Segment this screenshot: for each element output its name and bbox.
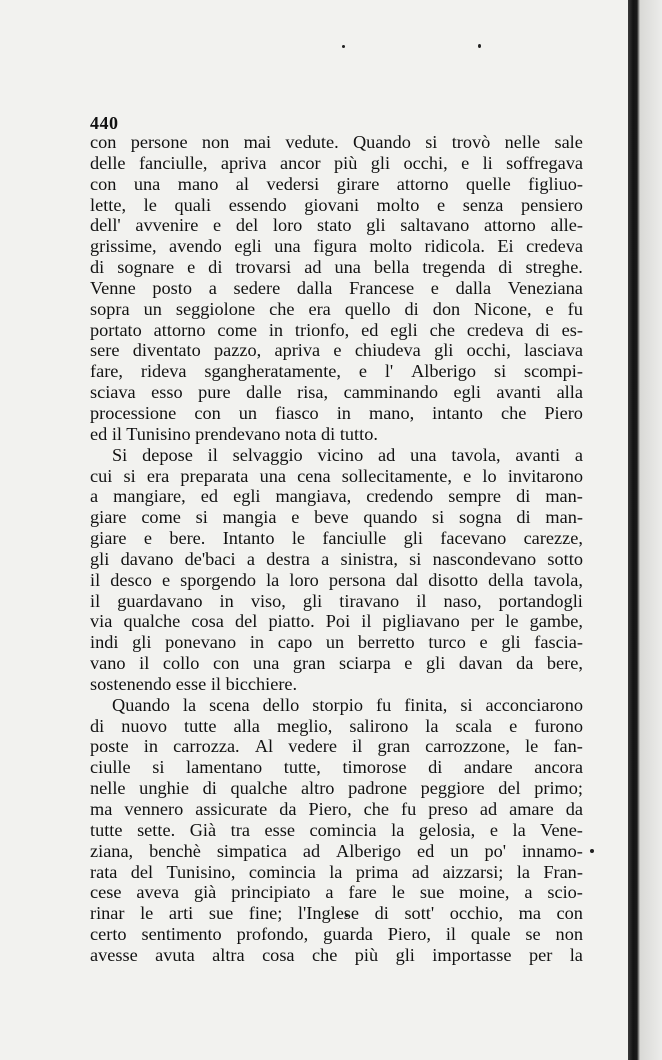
ink-speck	[590, 849, 594, 853]
text-line: cui si era preparata una cena sollecitamente, e lo invitarono	[90, 465, 583, 486]
text-line: nelle unghie di qualche altro padrone peggiore del primo;	[90, 778, 583, 799]
text-line: lette, le quali essendo giovani molto e senza pensiero	[90, 194, 583, 215]
text-line: poste in carrozza. Al vedere il gran carrozzone, le fan-	[90, 736, 583, 757]
text-line: sere diventato pazzo, apriva e chiudeva gli occhi, lasciava	[90, 340, 583, 361]
paragraph-first-line: Si depose il selvaggio vicino ad una tavola, avanti a	[112, 444, 583, 465]
text-line: di nuovo tutte alla meglio, salirono la scala e furono	[90, 715, 583, 736]
text-line: giare e bere. Intanto le fanciulle gli facevano carezze,	[90, 528, 583, 549]
text-line: grissime, avendo egli una figura molto ridicola. Ei credeva	[90, 236, 583, 257]
text-line: avesse avuta altra cosa che più gli importasse per la	[90, 944, 583, 965]
text-line: vano il collo con una gran sciarpa e gli davan da bere,	[90, 653, 583, 674]
ink-speck	[478, 44, 481, 48]
text-line: ziana, benchè simpatica ad Alberigo ed un po' innamo-	[90, 840, 583, 861]
text-line: gli davano de'baci a destra a sinistra, si nascondevano sotto	[90, 548, 583, 569]
text-line: tutte sette. Già tra esse comincia la gelosia, e la Vene-	[90, 819, 583, 840]
text-line: fare, rideva sgangheratamente, e l' Alberigo si scompi-	[90, 361, 583, 382]
text-line: processione con un fiasco in mano, intanto che Piero	[90, 402, 583, 423]
text-line: sostenendo esse il bicchiere.	[90, 673, 298, 694]
text-line: certo sentimento profondo, guarda Piero, il quale se non	[90, 924, 583, 945]
text-line: con una mano al vedersi girare attorno quelle figliuo-	[90, 173, 583, 194]
page-number: 440	[90, 113, 119, 133]
text-line: a mangiare, ed egli mangiava, credendo sempre di man-	[90, 486, 583, 507]
paragraph-first-line: Quando la scena dello storpio fu finita, si acconciarono	[112, 694, 583, 715]
text-line: il desco e sporgendo la loro persona dal disotto della tavola,	[90, 569, 583, 590]
binding-shadow	[628, 0, 662, 1060]
ink-speck	[342, 45, 345, 48]
text-line: rinar le arti sue fine; l'Inglese di sott' occhio, ma con	[90, 903, 583, 924]
text-line: ciulle si lamentano tutte, timorose di andare ancora	[90, 757, 583, 778]
text-line: via qualche cosa del piatto. Poi il pigliavano per le gambe,	[90, 611, 583, 632]
text-line: cese aveva già principiato a fare le sue moine, a scio-	[90, 882, 583, 903]
text-line: giare come si mangia e beve quando si sogna di man-	[90, 507, 583, 528]
text-line: portato attorno come in trionfo, ed egli che credeva di es-	[90, 319, 583, 340]
text-line: sciava esso pure dalle risa, camminando egli avanti alla	[90, 382, 583, 403]
text-line: delle fanciulle, apriva ancor più gli occhi, e li soffregava	[90, 152, 583, 173]
text-line: ma vennero assicurate da Piero, che fu preso ad amare da	[90, 799, 583, 819]
text-line: Venne posto a sedere dalla Francese e dalla Veneziana	[90, 277, 583, 298]
text-line: sopra un seggiolone che era quello di don Nicone, e fu	[90, 298, 583, 319]
text-line: indi gli ponevano in capo un berretto turco e gli fascia-	[90, 632, 583, 653]
text-line: con persone non mai vedute. Quando si trovò nelle sale	[90, 132, 583, 152]
text-line: il guardavano in viso, gli tiravano il naso, portandogli	[90, 590, 583, 611]
text-line: ed il Tunisino prendevano nota di tutto.	[90, 423, 378, 444]
body-text	[90, 132, 583, 966]
text-line: dell' avvenire e del loro stato gli saltavano attorno alle-	[90, 215, 583, 236]
text-line: rata del Tunisino, comincia la prima ad aizzarsi; la Fran-	[90, 861, 583, 882]
text-line: di sognare e di trovarsi ad una bella tregenda di streghe.	[90, 257, 583, 278]
